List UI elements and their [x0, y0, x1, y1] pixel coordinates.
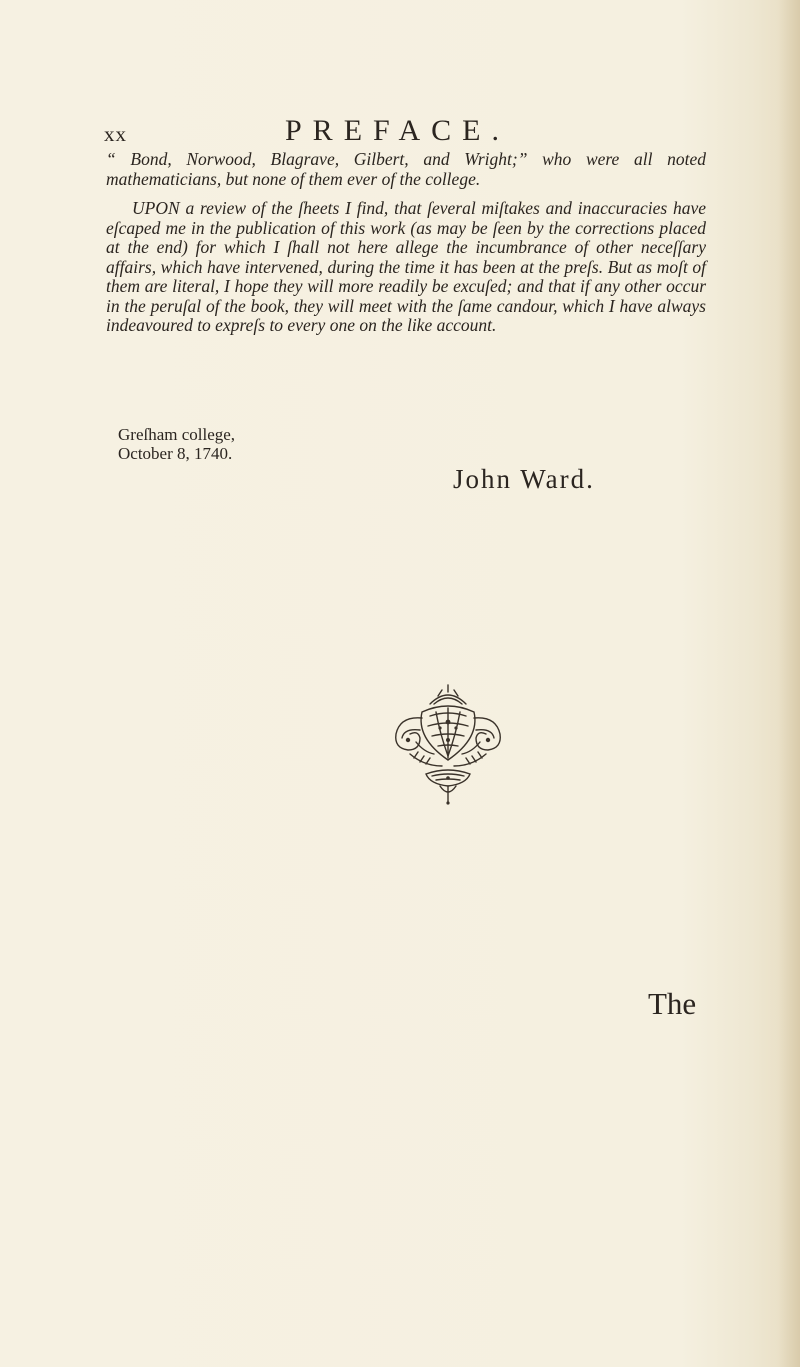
author-signature: John Ward.: [453, 464, 595, 494]
place-line: Greſham college,: [118, 425, 236, 444]
catchword: The: [648, 986, 697, 1021]
floral-tailpiece-icon: [390, 682, 506, 816]
paragraph-1: “ Bond, Norwood, Blagrave, Gilbert, and Wright;” who were all noted mathematicians, but none of them ever of the college.: [106, 149, 706, 189]
page-number: xx: [104, 122, 127, 146]
date-line: October 8, 1740.: [118, 444, 233, 463]
preface-text: [106, 150, 706, 336]
running-head: PREFACE.: [285, 114, 510, 147]
paragraph-2: UPON a review of the ſheets I find, that ſeveral miſtakes and inaccuracies have eſcaped me in the publication of this work (as may be ſeen by the corrections placed at the end) for which I ſhall not here allege the incumbrance of other neceſſary affairs, which have intervened, during the time it has been at the preſs. But as moſt of them are literal, I hope they will more readily be excuſed; and that if any other occur in the peruſal of the book, they will meet with the ſame candour, which I have always indeavoured to expreſs to every one on the like account.: [106, 198, 706, 335]
page-edge-shadow: [778, 0, 800, 1367]
place-and-date: [118, 425, 235, 463]
